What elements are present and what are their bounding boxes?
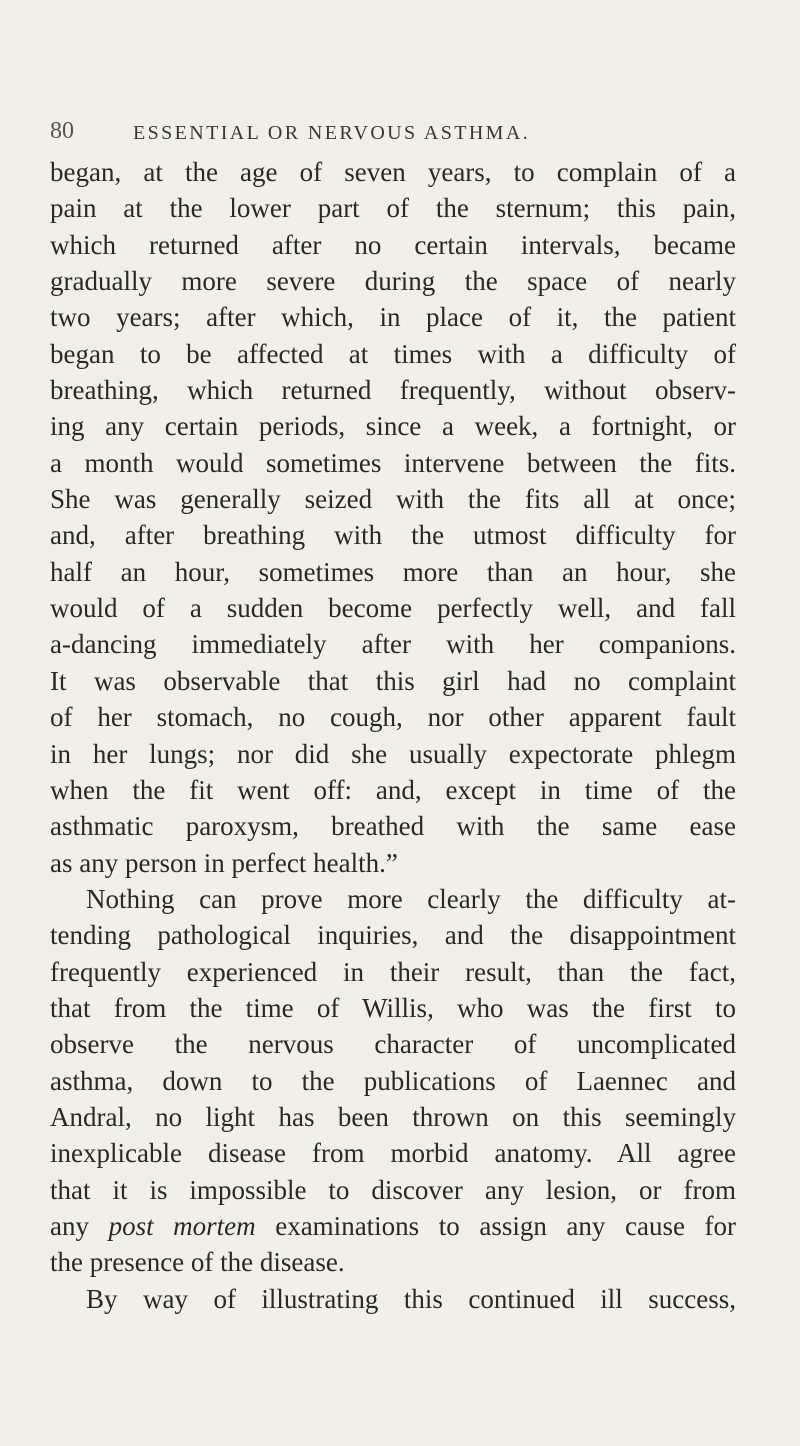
text-line-24: that from the time of Willis, who was the first to <box>50 992 736 1023</box>
text-line-4: gradually more severe during the space of nearly <box>50 266 736 297</box>
text-line-1: began, at the age of seven years, to complain of a <box>50 157 736 187</box>
page-body <box>50 154 736 1317</box>
text-line-25: observe the nervous character of uncomplicated <box>50 1029 736 1060</box>
text-line-22: tending pathological inquiries, and the disappointment <box>50 920 736 951</box>
text-run: examinations to assign any cause for <box>255 1210 736 1241</box>
text-line-7: breathing, which returned frequently, without observ- <box>50 375 736 406</box>
text-line-14: a-dancing immediately after with her companions. <box>50 629 736 660</box>
text-line-28: inexplicable disease from morbid anatomy. All agree <box>50 1138 736 1169</box>
page-number: 80 <box>50 118 74 144</box>
text-line-10: She was generally seized with the fits all at once; <box>50 484 736 515</box>
text-line-20: as any person in perfect health.” <box>50 847 398 878</box>
text-line-26: asthma, down to the publications of Laennec and <box>50 1065 736 1096</box>
text-run: any <box>50 1210 109 1241</box>
italic-phrase: post mortem <box>108 1210 256 1241</box>
page-header <box>50 118 750 148</box>
text-line-3: which returned after no certain intervals, became <box>50 229 736 260</box>
text-line-21: Nothing can prove more clearly the difficulty at- <box>86 883 736 914</box>
text-line-31: the presence of the disease. <box>50 1247 345 1278</box>
text-line-2: pain at the lower part of the sternum; this pain, <box>50 193 736 224</box>
text-line-32: By way of illustrating this continued ill success, <box>86 1283 736 1314</box>
text-line-16: of her stomach, no cough, nor other apparent fault <box>50 702 736 733</box>
text-line-19: asthmatic paroxysm, breathed with the same ease <box>50 811 736 842</box>
running-title: ESSENTIAL OR NERVOUS ASTHMA. <box>133 122 531 144</box>
text-line-17: in her lungs; nor did she usually expectorate phlegm <box>50 738 736 769</box>
text-line-29: that it is impossible to discover any lesion, or from <box>50 1174 736 1205</box>
text-line-27: Andral, no light has been thrown on this seemingly <box>50 1101 736 1132</box>
text-line-18: when the fit went off: and, except in time of the <box>50 774 736 805</box>
text-line-30 <box>50 1208 736 1244</box>
text-line-6: began to be affected at times with a difficulty of <box>50 338 736 369</box>
text-line-11: and, after breathing with the utmost difficulty for <box>50 520 736 551</box>
text-line-8: ing any certain periods, since a week, a fortnight, or <box>50 411 736 442</box>
text-line-9: a month would sometimes intervene between the fits. <box>50 447 736 478</box>
text-line-5: two years; after which, in place of it, the patient <box>50 302 736 333</box>
text-line-15: It was observable that this girl had no complaint <box>50 665 736 696</box>
text-line-23: frequently experienced in their result, than the fact, <box>50 956 736 987</box>
text-line-12: half an hour, sometimes more than an hour, she <box>50 556 736 587</box>
text-line-13: would of a sudden become perfectly well, and fall <box>50 593 736 624</box>
